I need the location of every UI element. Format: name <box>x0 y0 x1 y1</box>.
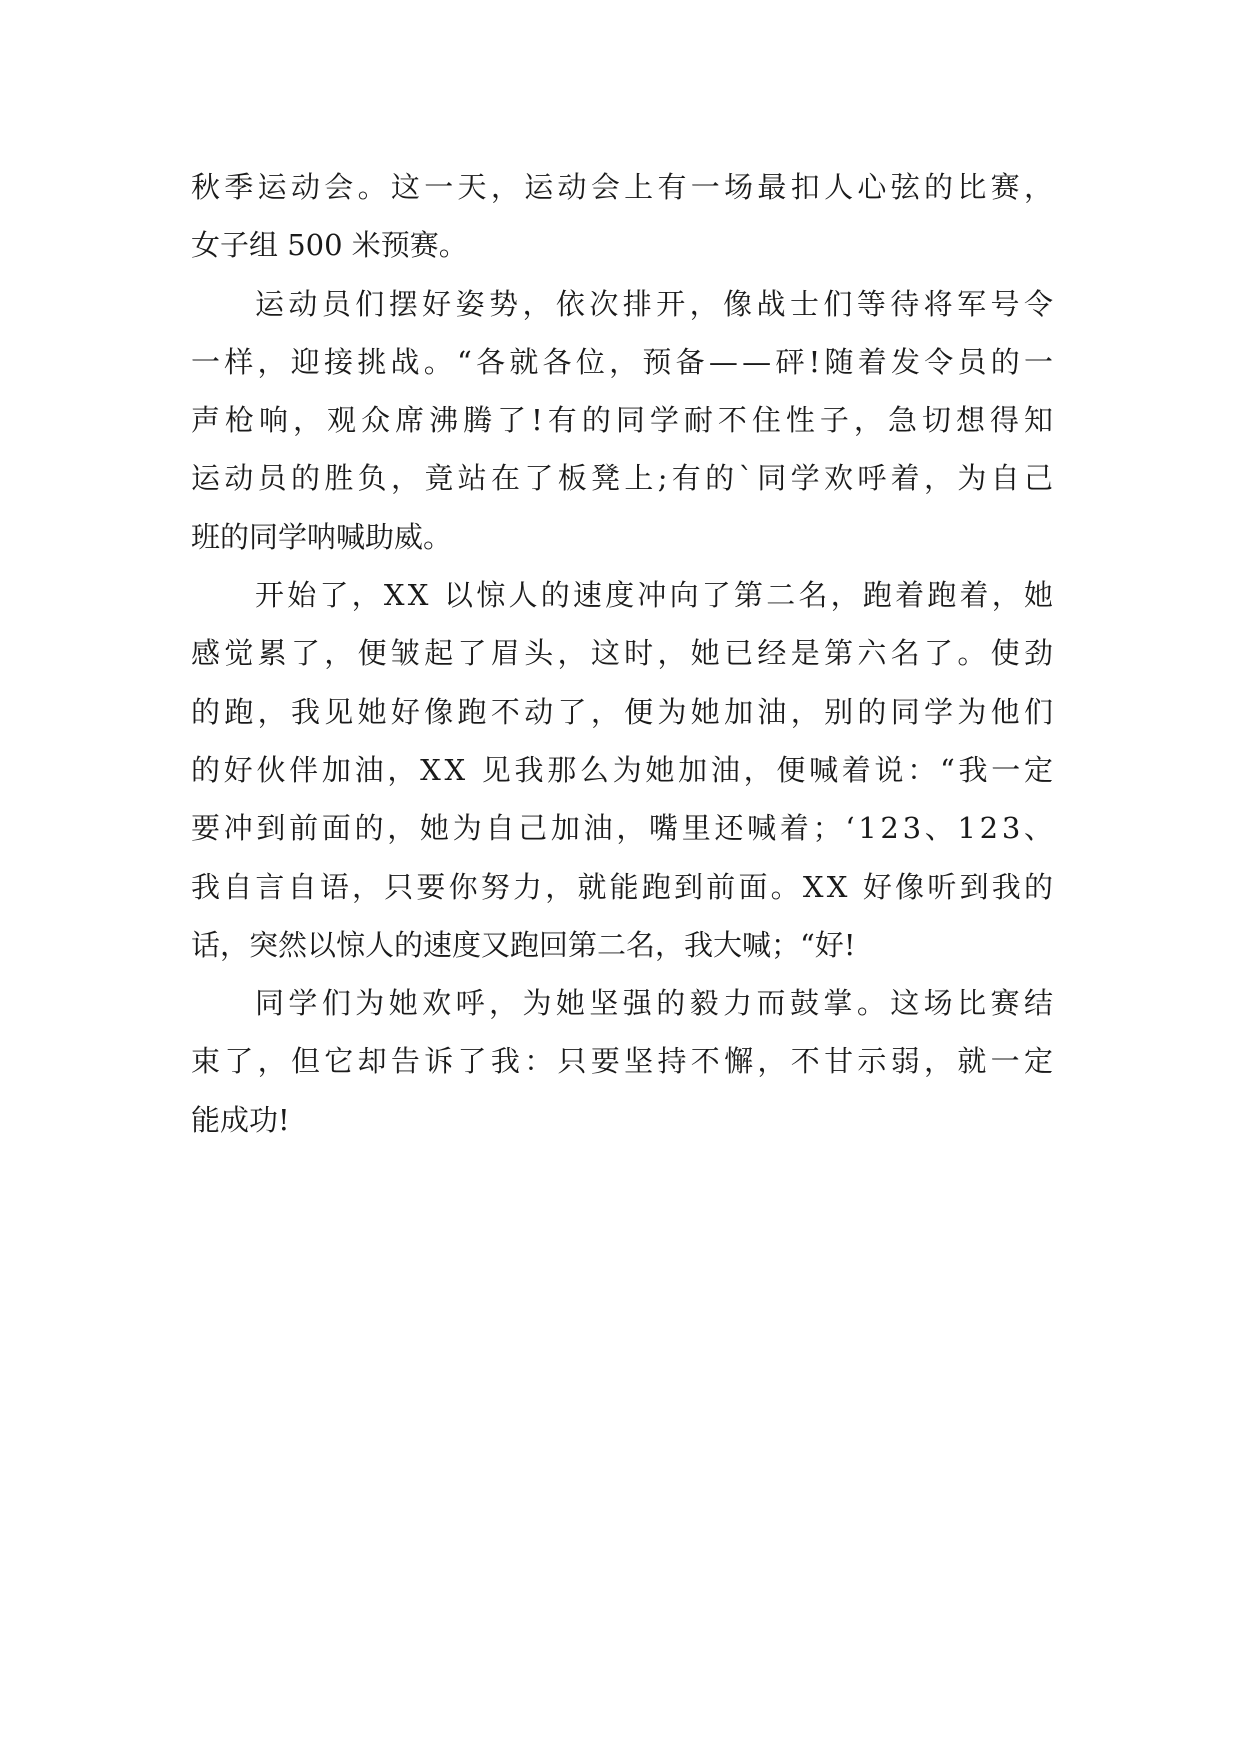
line-text: 要冲到前面的，她为自己加油，嘴里还喊着；‘123、123、 <box>191 811 1057 846</box>
text-line <box>191 216 1053 274</box>
text-line <box>191 275 1058 333</box>
line-text: 秋季运动会。这一天，运动会上有一场最扣人心弦的比赛， <box>191 170 1058 204</box>
text-line <box>191 1091 1053 1149</box>
line-text: 班的同学呐喊助威。 <box>191 519 453 554</box>
paragraph-1 <box>191 158 1058 275</box>
line-text: 一样，迎接挑战。“各就各位，预备——砰!随着发令员的一 <box>191 344 1058 379</box>
text-line <box>191 333 1058 391</box>
paragraph-3 <box>191 566 1058 974</box>
line-text: 同学们为她欢呼，为她坚强的毅力而鼓掌。这场比赛结 <box>255 986 1058 1021</box>
paragraph-2 <box>191 275 1059 566</box>
text-line <box>191 916 1053 974</box>
text-line <box>191 741 1057 799</box>
line-text: 束了，但它却告诉了我：只要坚持不懈，不甘示弱，就一定 <box>191 1044 1058 1079</box>
line-text: 的跑，我见她好像跑不动了，便为她加油，别的同学为他们 <box>191 694 1058 729</box>
line-text: 运动员的胜负，竟站在了板凳上;有的`同学欢呼着，为自己 <box>191 461 1058 496</box>
text-line <box>191 1032 1058 1090</box>
text-line <box>191 508 1053 566</box>
text-line <box>191 391 1059 449</box>
text-line <box>191 683 1058 741</box>
line-text: 的好伙伴加油，XX 见我那么为她加油，便喊着说：“我一定 <box>191 752 1057 787</box>
text-line <box>191 566 1057 624</box>
line-text: 感觉累了，便皱起了眉头，这时，她已经是第六名了。使劲 <box>191 636 1058 671</box>
paragraph-4 <box>191 974 1058 1149</box>
text-line <box>191 799 1057 857</box>
line-text: 开始了，XX 以惊人的速度冲向了第二名，跑着跑着，她 <box>255 578 1057 613</box>
text-line <box>191 449 1058 507</box>
line-text: 声枪响，观众席沸腾了!有的同学耐不住性子，急切想得知 <box>191 403 1059 438</box>
text-line <box>191 974 1058 1032</box>
line-text: 能成功! <box>191 1102 290 1137</box>
text-line <box>191 624 1058 682</box>
line-text: 我自言自语，只要你努力，就能跑到前面。XX 好像听到我的 <box>191 869 1057 904</box>
text-line <box>191 858 1057 916</box>
document-body <box>191 158 1059 1149</box>
line-text: 女子组 500 米预赛。 <box>191 228 468 263</box>
line-text: 运动员们摆好姿势，依次排开，像战士们等待将军号令 <box>255 286 1058 321</box>
text-line <box>191 158 1058 216</box>
line-text: 话，突然以惊人的速度又跑回第二名，我大喊；“好! <box>191 927 856 962</box>
